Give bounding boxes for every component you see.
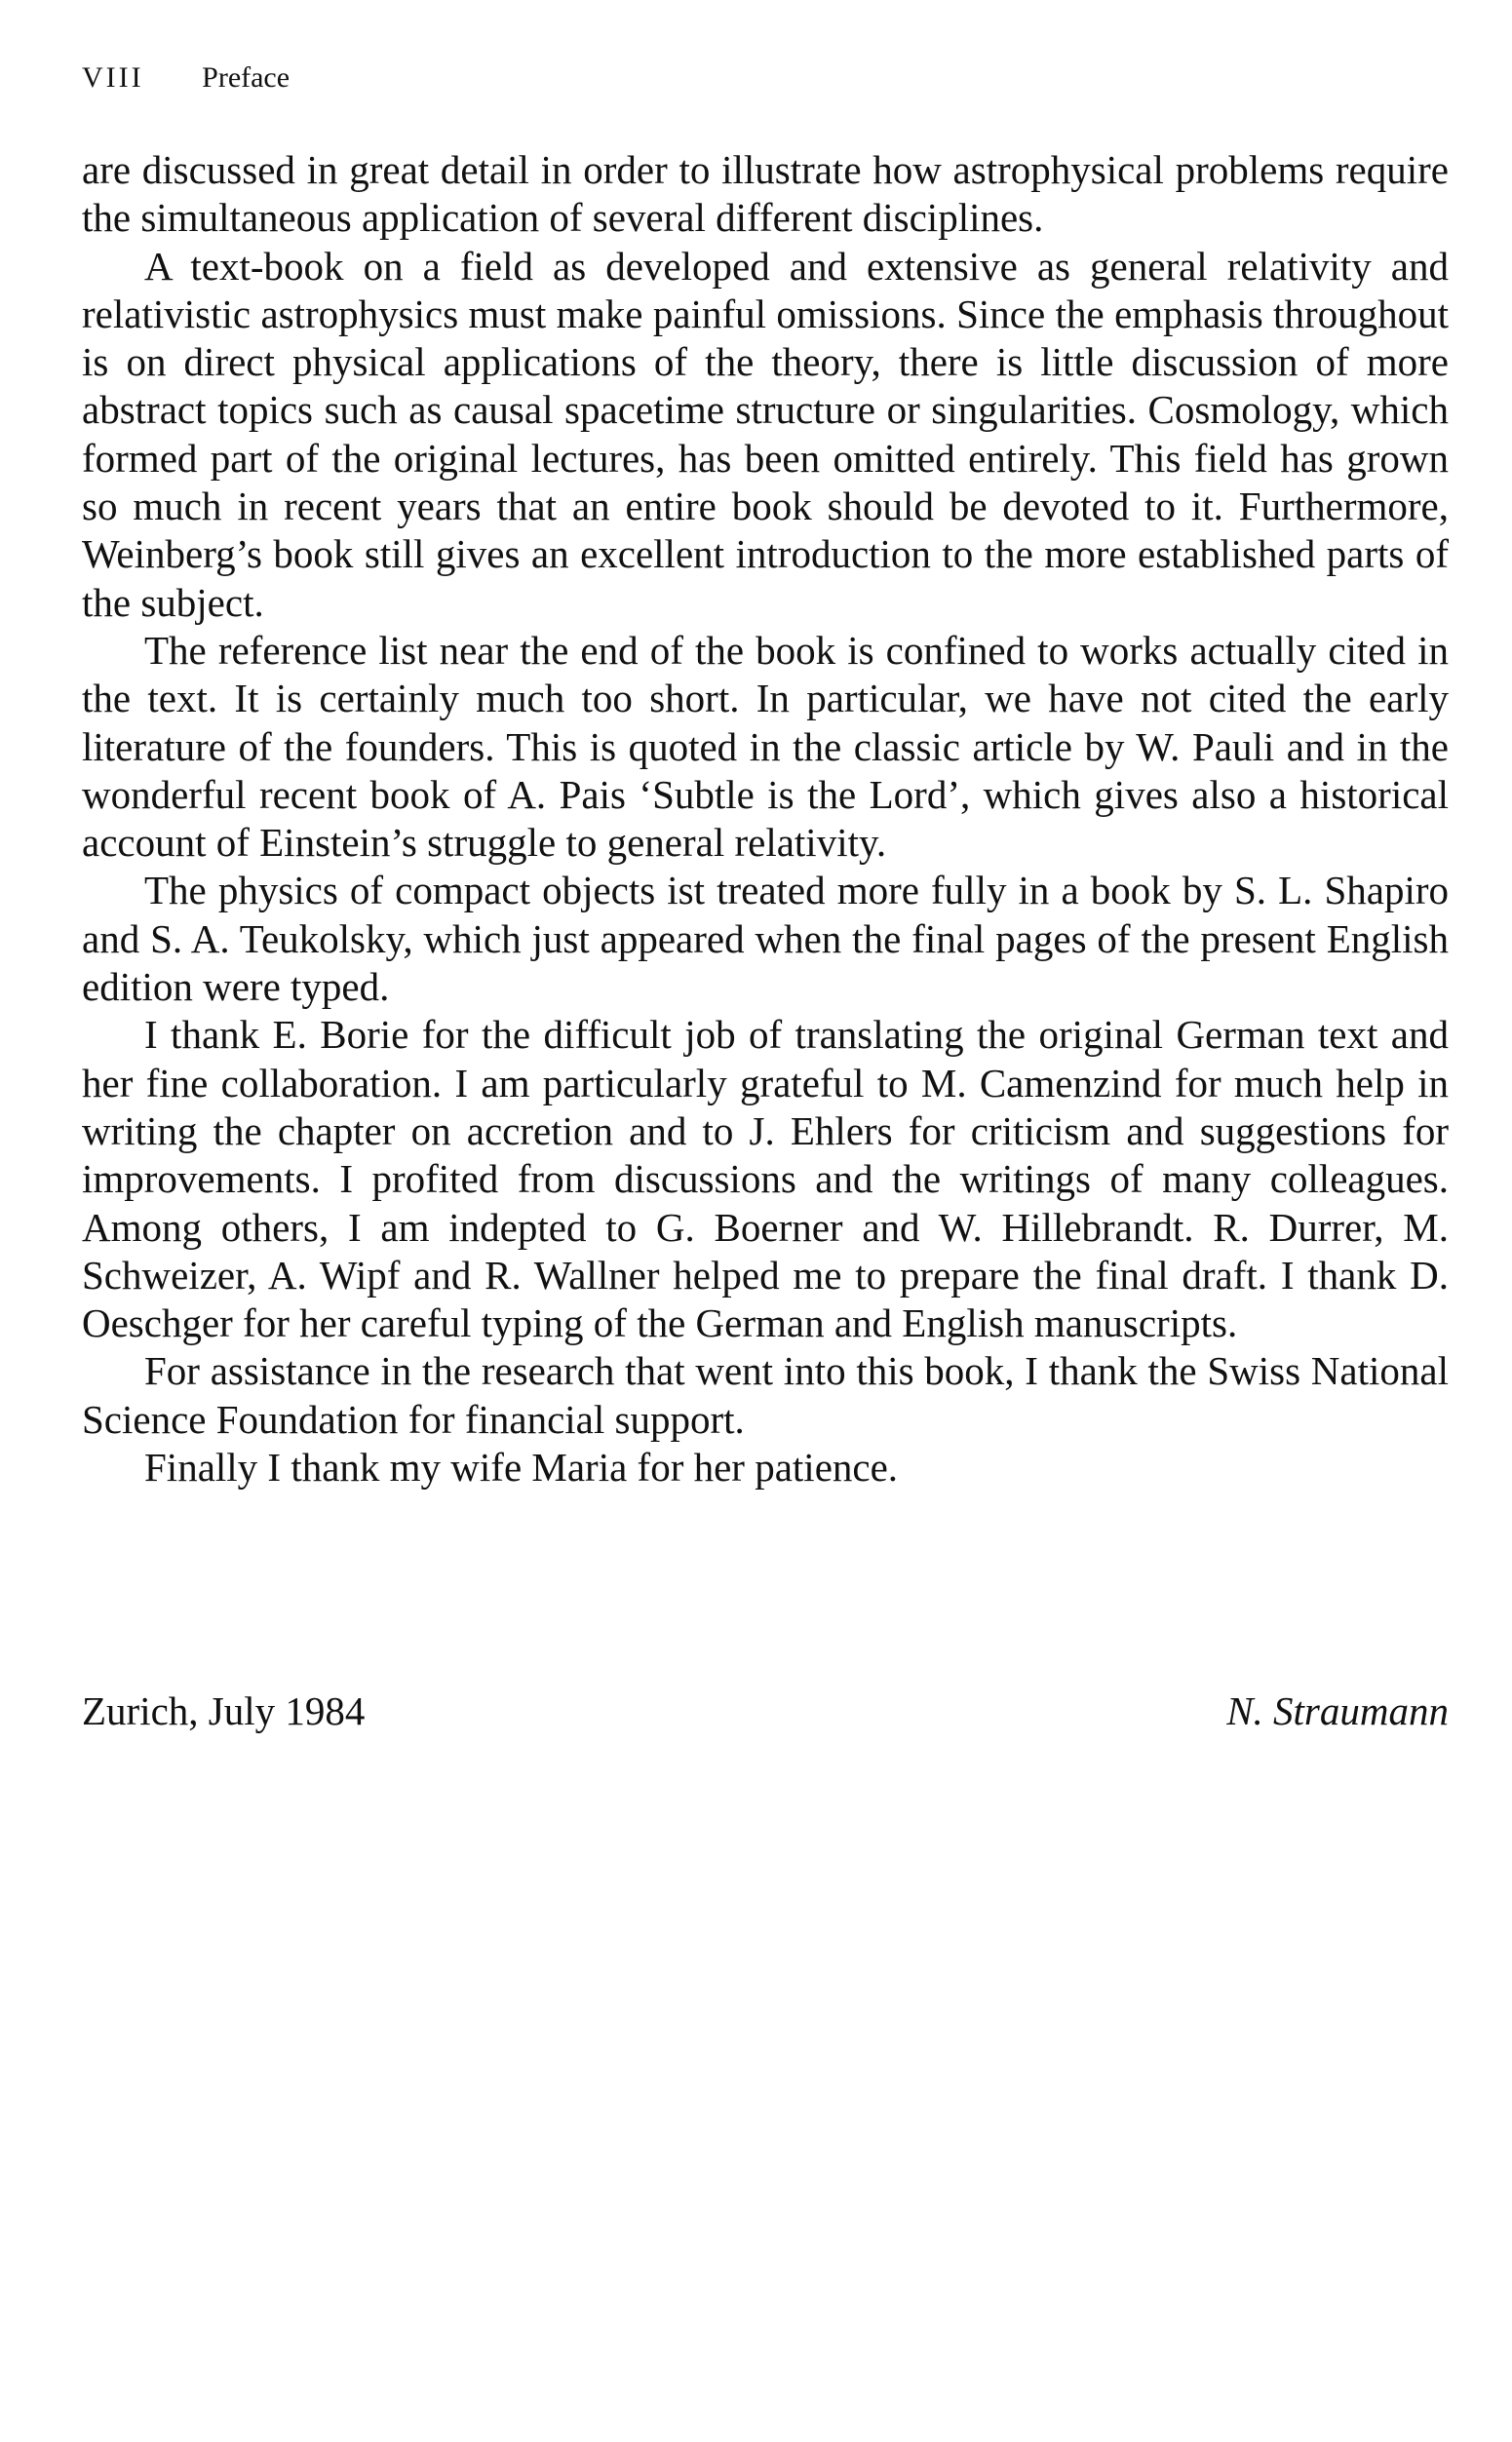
place-date: Zurich, July 1984 xyxy=(82,1688,366,1733)
page-number: VIII xyxy=(82,61,144,94)
paragraph-references: The reference list near the end of the book is confined to works actually cited in the text. It is certainly much too short. In particular, we have not cited the early literature of the founders. This is quoted in the classic article by W. Pauli and in the wonderful recent book of A. Pais ‘Subtle is the Lord’, which gives also a historical account of Einstein’s struggle to general relativity. xyxy=(82,627,1449,866)
paragraph-acknowledgements: I thank E. Borie for the difficult job of translating the original German text and her fine collaboration. I am particularly grateful to M. Camenzind for much help in writing the chapter on accretion and to J. Ehlers for criticism and suggestions for improvements. I profited from discussions and the writings of many colleagues. Among others, I am indepted to G. Boerner and W. Hillebrandt. R. Durrer, M. Schweizer, A. Wipf and R. Wallner helped me to prepare the final draft. I thank D. Oeschger for her careful typing of the German and English manuscripts. xyxy=(82,1012,1449,1346)
paragraph-continuation: are discussed in great detail in order to illustrate how astrophysical problems require the simultaneous application of several different disciplines. xyxy=(82,147,1449,241)
preface-body xyxy=(82,146,1449,1492)
signature-row xyxy=(82,1684,1449,1738)
running-head xyxy=(82,60,290,96)
author-name: N. Straumann xyxy=(1226,1688,1449,1733)
section-title: Preface xyxy=(202,61,291,94)
paragraph-omissions: A text-book on a field as developed and extensive as general relativity and relativistic astrophysics must make painful omissions. Since the emphasis throughout is on direct physical applications of the theory, there is little discussion of more abstract topics such as causal spacetime structure or singularities. Cosmology, which formed part of the original lectures, has been omitted entirely. This field has grown so much in recent years that an entire book should be devoted to it. Furthermore, Weinberg’s book still gives an excellent introduction to the more established parts of the subject. xyxy=(82,243,1449,625)
paragraph-compact-objects: The physics of compact objects ist treated more fully in a book by S. L. Shapiro and S. A. Teukolsky, which just appeared when the final pages of the present English edition were typed. xyxy=(82,868,1449,1010)
paragraph-funding: For assistance in the research that went into this book, I thank the Swiss National Science Foundation for financial support. xyxy=(82,1348,1449,1442)
paragraph-thanks-wife: Finally I thank my wife Maria for her patience. xyxy=(144,1445,899,1491)
